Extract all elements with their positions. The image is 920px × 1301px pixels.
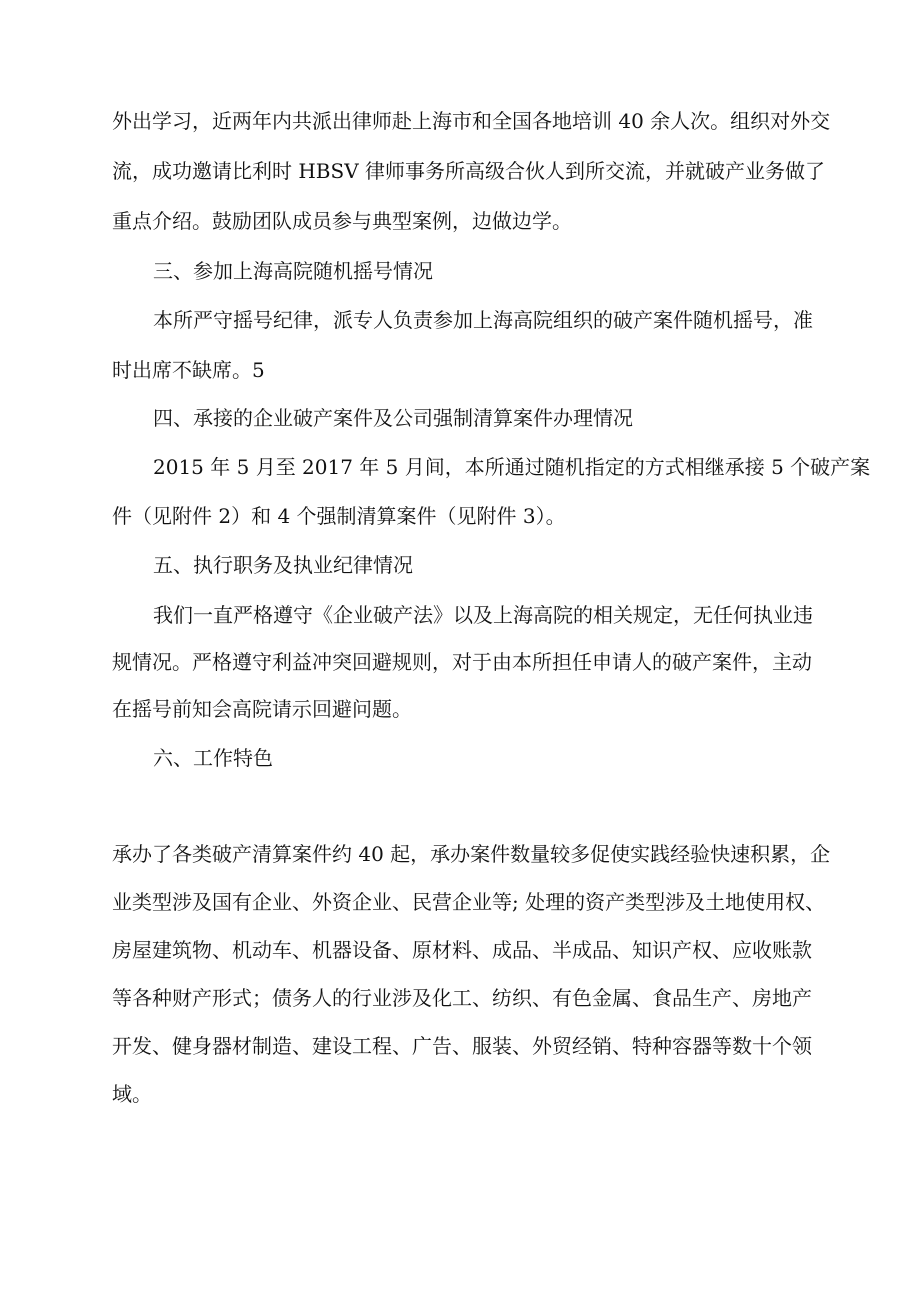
paragraph-line: 等各种财产形式；债务人的行业涉及化工、纺织、有色金属、食品生产、房地产 [112, 986, 812, 1010]
paragraph-line: 2015 年 5 月至 2017 年 5 月间，本所通过随机指定的方式相继承接 5 个破产案 [153, 455, 871, 479]
section-heading: 四、承接的企业破产案件及公司强制清算案件办理情况 [153, 406, 633, 430]
paragraph-line: 件（见附件 2）和 4 个强制清算案件（见附件 3）。 [112, 504, 566, 528]
paragraph-line: 开发、健身器材制造、建设工程、广告、服装、外贸经销、特种容器等数十个领 [112, 1034, 812, 1058]
paragraph-line: 承办了各类破产清算案件约 40 起，承办案件数量较多促使实践经验快速积累，企 [112, 842, 831, 866]
list-item-first-line [0, 790, 920, 822]
paragraph-line: 业类型涉及国有企业、外资企业、民营企业等; 处理的资产类型涉及土地使用权、 [112, 890, 826, 914]
paragraph-line: 流，成功邀请比利时 HBSV 律师事务所高级合伙人到所交流，并就破产业务做了 [112, 159, 825, 183]
paragraph-line: 房屋建筑物、机动车、机器设备、原材料、成品、半成品、知识产权、应收账款 [112, 938, 812, 962]
paragraph-line: 重点介绍。鼓励团队成员参与典型案例，边做边学。 [112, 209, 572, 233]
section-heading: 五、执行职务及执业纪律情况 [153, 553, 413, 577]
paragraph-line: 在摇号前知会高院请示回避问题。 [112, 697, 412, 721]
paragraph-line: 域。 [112, 1082, 152, 1106]
paragraph-line: 外出学习，近两年内共派出律师赴上海市和全国各地培训 40 余人次。组织对外交 [112, 109, 831, 133]
list-item-first-line [0, 1128, 920, 1160]
section-heading: 三、参加上海高院随机摇号情况 [153, 259, 433, 283]
paragraph-line: 本所严守摇号纪律，派专人负责参加上海高院组织的破产案件随机摇号，准 [153, 308, 813, 332]
paragraph-line: 我们一直严格遵守《企业破产法》以及上海高院的相关规定，无任何执业违 [153, 603, 813, 627]
paragraph-line: 规情况。严格遵守利益冲突回避规则，对于由本所担任申请人的破产案件，主动 [112, 650, 812, 674]
paragraph-line: 时出席不缺席。5 [112, 358, 265, 382]
section-heading: 六、工作特色 [153, 746, 273, 770]
